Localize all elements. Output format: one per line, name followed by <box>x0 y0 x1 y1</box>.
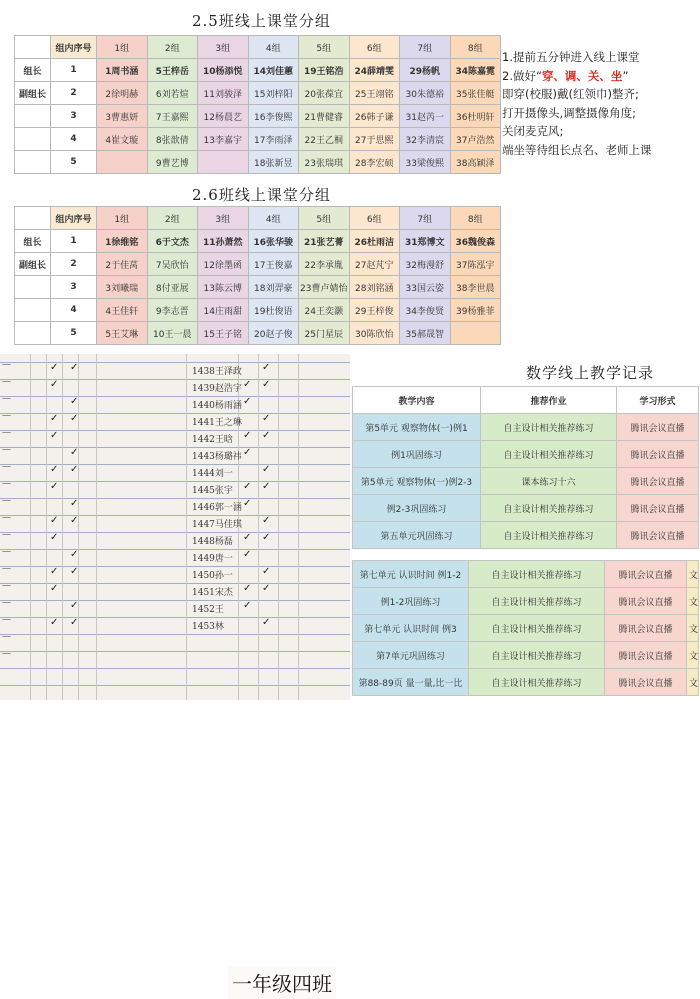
handwritten-name-left: — <box>2 598 11 608</box>
student-name-cell: 4王佳轩 <box>97 299 148 322</box>
student-name-cell <box>450 322 501 345</box>
check-mark: ✓ <box>50 379 59 390</box>
student-name-cell: 31郑博文 <box>400 230 451 253</box>
student-name-cell: 12徐墨函 <box>198 253 249 276</box>
grid-column-line <box>30 354 31 700</box>
student-name-cell <box>97 151 148 174</box>
check-mark: ✓ <box>70 600 79 611</box>
handwritten-entry: 1440杨雨涵 <box>192 401 242 411</box>
check-mark: ✓ <box>50 532 59 543</box>
student-name-cell: 10王一晨 <box>147 322 198 345</box>
student-name-cell: 21曹健睿 <box>299 105 350 128</box>
student-name-cell: 34陈嘉霓 <box>450 59 501 82</box>
record-row <box>353 441 699 468</box>
record-cell: 文 <box>687 588 699 615</box>
group-row <box>15 253 501 276</box>
handwritten-name-left: — <box>2 513 11 523</box>
class-rules-notes <box>502 48 698 159</box>
handwritten-name-left: — <box>2 564 11 574</box>
group-header: 8组 <box>450 36 501 59</box>
student-name-cell: 1周书涵 <box>97 59 148 82</box>
grid-column-line <box>186 354 187 700</box>
check-mark: ✓ <box>70 396 79 407</box>
check-mark: ✓ <box>70 515 79 526</box>
record-cell: 第5单元 观察物体(一)例1 <box>353 414 481 441</box>
record-header-row <box>353 387 699 414</box>
student-name-cell: 30陈欣怡 <box>349 322 400 345</box>
record-cell: 例2-3巩固练习 <box>353 495 481 522</box>
group-header: 6组 <box>349 36 400 59</box>
handwritten-name-left: — <box>2 496 11 506</box>
student-name-cell: 2徐明赫 <box>97 82 148 105</box>
row-seq: 3 <box>51 276 97 299</box>
student-name-cell: 25门星辰 <box>299 322 350 345</box>
student-name-cell: 36魏俊森 <box>450 230 501 253</box>
student-name-cell: 27于思熙 <box>349 128 400 151</box>
record-cell: 例1巩固练习 <box>353 441 481 468</box>
group-row <box>15 299 501 322</box>
student-name-cell: 16张华骏 <box>248 230 299 253</box>
record-header: 学习形式 <box>617 387 699 414</box>
student-name-cell: 39杨雅菲 <box>450 299 501 322</box>
grid-column-line <box>258 354 259 700</box>
student-name-cell: 6刘若煊 <box>147 82 198 105</box>
check-mark: ✓ <box>50 515 59 526</box>
record-cell: 第5单元 观察物体(一)例2-3 <box>353 468 481 495</box>
group-row <box>15 276 501 299</box>
student-name-cell: 2于佳莴 <box>97 253 148 276</box>
record-cell: 自主设计相关推荐练习 <box>469 615 605 642</box>
student-name-cell: 3曹惠妍 <box>97 105 148 128</box>
corner-cell <box>15 36 51 59</box>
check-mark: ✓ <box>50 617 59 628</box>
handwritten-entry: 1449唐一 <box>192 554 233 564</box>
student-name-cell: 27赵芃宁 <box>349 253 400 276</box>
handwritten-name-left: — <box>2 581 11 591</box>
group-header: 5组 <box>299 36 350 59</box>
record-cell: 自主设计相关推荐练习 <box>469 669 605 696</box>
record-table-bottom <box>352 560 699 696</box>
student-name-cell: 36杜明轩 <box>450 105 501 128</box>
student-name-cell: 22李承胤 <box>299 253 350 276</box>
check-mark: ✓ <box>70 566 79 577</box>
record-cell: 腾讯会议直播 <box>617 495 699 522</box>
group-row <box>15 128 501 151</box>
group-header-row <box>15 36 501 59</box>
check-mark: ✓ <box>70 362 79 373</box>
record-header: 推荐作业 <box>481 387 617 414</box>
record-cell: 文 <box>687 615 699 642</box>
note-line-3: 即穿(校服)戴(红领巾)整齐; <box>502 87 639 101</box>
student-name-cell: 17王俊嘉 <box>248 253 299 276</box>
note-line-1: 1.提前五分钟进入线上课堂 <box>502 50 640 64</box>
record-cell: 腾讯会议直播 <box>605 615 687 642</box>
record-cell: 文 <box>687 669 699 696</box>
photo-caption: 一年级四班 <box>228 966 336 999</box>
record-cell: 腾讯会议直播 <box>605 669 687 696</box>
handwritten-name-left: — <box>2 360 11 370</box>
student-name-cell: 5王梓岳 <box>147 59 198 82</box>
student-name-cell: 38李世晨 <box>450 276 501 299</box>
student-name-cell: 23曹卢婧怡 <box>299 276 350 299</box>
note-line-6: 端坐等待组长点名、老师上课 <box>502 142 652 157</box>
note-line-4: 打开摄像头,调整摄像角度; <box>502 105 637 120</box>
student-name-cell: 24薛靖雯 <box>349 59 400 82</box>
check-mark: ✓ <box>243 498 252 509</box>
record-row <box>353 615 699 642</box>
record-cell: 自主设计相关推荐练习 <box>469 561 605 588</box>
check-mark: ✓ <box>262 566 271 577</box>
group-header: 4组 <box>248 207 299 230</box>
student-name-cell: 32李清宸 <box>400 128 451 151</box>
check-mark: ✓ <box>70 498 79 509</box>
record-cell: 腾讯会议直播 <box>617 441 699 468</box>
student-name-cell: 6于文杰 <box>147 230 198 253</box>
handwritten-name-left: — <box>2 547 11 557</box>
check-mark: ✓ <box>243 379 252 390</box>
record-cell: 自主设计相关推荐练习 <box>481 414 617 441</box>
record-row <box>353 522 699 549</box>
class25-title: 2.5班线上课堂分组 <box>192 12 331 30</box>
group-header: 3组 <box>198 207 249 230</box>
student-name-cell: 4崔文璇 <box>97 128 148 151</box>
student-name-cell: 7王嘉熙 <box>147 105 198 128</box>
handwritten-name-left: — <box>2 445 11 455</box>
check-mark: ✓ <box>70 447 79 458</box>
check-mark: ✓ <box>262 464 271 475</box>
handwritten-entry: 1438王泽政 <box>192 367 242 377</box>
handwritten-entry: 1443杨璐祎 <box>192 452 242 462</box>
record-cell: 腾讯会议直播 <box>617 414 699 441</box>
record-cell: 自主设计相关推荐练习 <box>481 495 617 522</box>
check-mark: ✓ <box>50 430 59 441</box>
handwritten-name-left: — <box>2 462 11 472</box>
student-name-cell: 23张瑞琪 <box>299 151 350 174</box>
student-name-cell: 10杨添悦 <box>198 59 249 82</box>
student-name-cell: 13陈云博 <box>198 276 249 299</box>
handwritten-name-left: — <box>2 479 11 489</box>
check-mark: ✓ <box>50 566 59 577</box>
student-name-cell: 35张佳艇 <box>450 82 501 105</box>
note-line-5: 关闭麦克风; <box>502 124 564 138</box>
student-name-cell: 5王艾琳 <box>97 322 148 345</box>
group-row <box>15 322 501 345</box>
seq-header: 组内序号 <box>51 207 97 230</box>
group-header: 1组 <box>97 207 148 230</box>
handwritten-entry: 1452王 <box>192 605 224 615</box>
student-name-cell <box>198 151 249 174</box>
student-name-cell: 14刘佳蕙 <box>248 59 299 82</box>
student-name-cell: 25王翊铭 <box>349 82 400 105</box>
record-cell: 腾讯会议直播 <box>605 642 687 669</box>
record-cell: 课本练习十六 <box>481 468 617 495</box>
check-mark: ✓ <box>70 413 79 424</box>
group-row <box>15 230 501 253</box>
record-table-top <box>352 386 699 549</box>
student-name-cell: 18刘羿豪 <box>248 276 299 299</box>
handwritten-name-left: — <box>2 530 11 540</box>
record-cell: 第7单元巩固练习 <box>353 642 469 669</box>
record-row <box>353 495 699 522</box>
handwritten-name-left: — <box>2 632 11 642</box>
check-mark: ✓ <box>70 549 79 560</box>
check-mark: ✓ <box>262 481 271 492</box>
student-name-cell: 8付亚展 <box>147 276 198 299</box>
handwritten-name-left: — <box>2 377 11 387</box>
handwritten-entry: 1441王之琳 <box>192 418 242 428</box>
record-row <box>353 561 699 588</box>
student-name-cell: 31赵芮一 <box>400 105 451 128</box>
row-seq: 5 <box>51 151 97 174</box>
group-row <box>15 105 501 128</box>
class26-title: 2.6班线上课堂分组 <box>192 186 331 204</box>
group-header: 7组 <box>400 207 451 230</box>
record-cell: 腾讯会议直播 <box>605 561 687 588</box>
group-header: 3组 <box>198 36 249 59</box>
check-mark: ✓ <box>262 617 271 628</box>
grid-column-line <box>62 354 63 700</box>
handwritten-entry: 1447马佳琪 <box>192 520 242 530</box>
student-name-cell: 7吴欣怡 <box>147 253 198 276</box>
group-header: 7组 <box>400 36 451 59</box>
row-seq: 4 <box>51 299 97 322</box>
student-name-cell: 8张歆倩 <box>147 128 198 151</box>
row-role-label <box>15 128 51 151</box>
student-name-cell: 18张新昱 <box>248 151 299 174</box>
handwritten-entry: 1450孙一 <box>192 571 233 581</box>
group-row <box>15 82 501 105</box>
group-header: 1组 <box>97 36 148 59</box>
student-name-cell: 33国云姿 <box>400 276 451 299</box>
handwritten-entry: 1445张宇 <box>192 486 233 496</box>
handwritten-name-left: — <box>2 428 11 438</box>
student-name-cell: 26韩子谦 <box>349 105 400 128</box>
row-role-label: 副组长 <box>15 253 51 276</box>
group-header: 2组 <box>147 36 198 59</box>
student-name-cell: 34李俊贤 <box>400 299 451 322</box>
record-row <box>353 468 699 495</box>
student-name-cell: 17李雨泽 <box>248 128 299 151</box>
grid-column-line <box>96 354 97 700</box>
record-cell: 文 <box>687 561 699 588</box>
check-mark: ✓ <box>262 515 271 526</box>
grid-column-line <box>278 354 279 700</box>
student-name-cell: 37陈泓宇 <box>450 253 501 276</box>
student-name-cell: 12杨晨艺 <box>198 105 249 128</box>
group-header: 2组 <box>147 207 198 230</box>
check-mark: ✓ <box>70 464 79 475</box>
record-header: 教学内容 <box>353 387 481 414</box>
student-name-cell: 14庄雨甜 <box>198 299 249 322</box>
row-seq: 2 <box>51 82 97 105</box>
student-name-cell: 26杜雨洁 <box>349 230 400 253</box>
row-seq: 5 <box>51 322 97 345</box>
student-name-cell: 22王乙桐 <box>299 128 350 151</box>
check-mark: ✓ <box>262 430 271 441</box>
record-cell: 第七单元 认识时间 例1-2 <box>353 561 469 588</box>
handwritten-name-left: — <box>2 615 11 625</box>
group-header: 8组 <box>450 207 501 230</box>
record-cell: 腾讯会议直播 <box>605 588 687 615</box>
row-role-label <box>15 276 51 299</box>
student-name-cell: 24王奕灏 <box>299 299 350 322</box>
record-cell: 自主设计相关推荐练习 <box>469 642 605 669</box>
check-mark: ✓ <box>243 532 252 543</box>
student-name-cell: 19王铭浩 <box>299 59 350 82</box>
row-seq: 3 <box>51 105 97 128</box>
check-mark: ✓ <box>50 362 59 373</box>
record-cell: 例1-2巩固练习 <box>353 588 469 615</box>
handwritten-name-left: — <box>2 649 11 659</box>
student-name-cell: 29王梓俊 <box>349 299 400 322</box>
student-name-cell: 9李志晋 <box>147 299 198 322</box>
check-mark: ✓ <box>262 362 271 373</box>
student-name-cell: 20赵子俊 <box>248 322 299 345</box>
student-name-cell: 11刘骏泽 <box>198 82 249 105</box>
check-mark: ✓ <box>243 481 252 492</box>
record-row <box>353 414 699 441</box>
check-mark: ✓ <box>262 379 271 390</box>
record-cell: 腾讯会议直播 <box>617 522 699 549</box>
group-row <box>15 151 501 174</box>
row-role-label: 组长 <box>15 230 51 253</box>
check-mark: ✓ <box>262 532 271 543</box>
row-role-label: 组长 <box>15 59 51 82</box>
student-name-cell: 37卢浩然 <box>450 128 501 151</box>
check-mark: ✓ <box>70 617 79 628</box>
record-row <box>353 588 699 615</box>
record-row <box>353 642 699 669</box>
handwritten-entry: 1444刘一 <box>192 469 233 479</box>
check-mark: ✓ <box>50 481 59 492</box>
student-name-cell: 28李宏硕 <box>349 151 400 174</box>
row-seq: 2 <box>51 253 97 276</box>
student-name-cell: 15王子铭 <box>198 322 249 345</box>
check-mark: ✓ <box>243 396 252 407</box>
handwritten-entry: 1446郭一涵 <box>192 503 242 513</box>
student-name-cell: 32梅漫舒 <box>400 253 451 276</box>
student-name-cell: 33梁俊熙 <box>400 151 451 174</box>
student-name-cell: 30朱德裕 <box>400 82 451 105</box>
row-seq: 1 <box>51 59 97 82</box>
group-header: 4组 <box>248 36 299 59</box>
row-role-label <box>15 105 51 128</box>
row-role-label <box>15 151 51 174</box>
handwritten-entry: 1451宋杰 <box>192 588 233 598</box>
row-seq: 4 <box>51 128 97 151</box>
group-row <box>15 59 501 82</box>
record-row <box>353 669 699 696</box>
student-name-cell: 13李嘉宇 <box>198 128 249 151</box>
row-role-label <box>15 322 51 345</box>
student-name-cell: 1徐维铭 <box>97 230 148 253</box>
student-name-cell: 3刘曦瑞 <box>97 276 148 299</box>
check-mark: ✓ <box>50 464 59 475</box>
student-name-cell: 21张艺菁 <box>299 230 350 253</box>
record-cell: 腾讯会议直播 <box>617 468 699 495</box>
class26-group-table <box>14 206 501 345</box>
note-line-2: 2.做好“穿、调、关、坐” <box>502 68 629 83</box>
handwritten-name-left: — <box>2 394 11 404</box>
record-title: 数学线上教学记录 <box>526 364 655 382</box>
student-name-cell: 11孙萧然 <box>198 230 249 253</box>
handwritten-entry: 1448杨磊 <box>192 537 233 547</box>
check-mark: ✓ <box>262 583 271 594</box>
student-name-cell: 29杨帆 <box>400 59 451 82</box>
student-name-cell: 16李俊熙 <box>248 105 299 128</box>
student-name-cell: 35郝晟智 <box>400 322 451 345</box>
group-header: 5组 <box>299 207 350 230</box>
record-cell: 第七单元 认识时间 例3 <box>353 615 469 642</box>
check-mark: ✓ <box>243 447 252 458</box>
check-mark: ✓ <box>243 430 252 441</box>
student-name-cell: 20张葆宜 <box>299 82 350 105</box>
record-cell: 第五单元巩固练习 <box>353 522 481 549</box>
check-mark: ✓ <box>262 413 271 424</box>
row-role-label <box>15 299 51 322</box>
row-role-label: 副组长 <box>15 82 51 105</box>
student-name-cell: 38高颖泽 <box>450 151 501 174</box>
check-mark: ✓ <box>243 600 252 611</box>
record-cell: 第88-89页 量一量,比一比 <box>353 669 469 696</box>
check-mark: ✓ <box>50 583 59 594</box>
student-name-cell: 9曹艺博 <box>147 151 198 174</box>
group-header-row <box>15 207 501 230</box>
check-mark: ✓ <box>243 583 252 594</box>
handwritten-name-left: — <box>2 411 11 421</box>
student-name-cell: 28刘铭涵 <box>349 276 400 299</box>
row-seq: 1 <box>51 230 97 253</box>
handwritten-entry: 1442王晗 <box>192 435 233 445</box>
check-mark: ✓ <box>50 413 59 424</box>
student-name-cell: 15刘梓阳 <box>248 82 299 105</box>
grid-column-line <box>298 354 299 700</box>
record-cell: 自主设计相关推荐练习 <box>469 588 605 615</box>
record-cell: 自主设计相关推荐练习 <box>481 522 617 549</box>
seq-header: 组内序号 <box>51 36 97 59</box>
handwritten-entry: 1439赵浩宇 <box>192 384 242 394</box>
class25-group-table <box>14 35 501 174</box>
grid-column-line <box>46 354 47 700</box>
check-mark: ✓ <box>243 549 252 560</box>
corner-cell <box>15 207 51 230</box>
note-keywords: 穿、调、关、坐 <box>541 68 623 83</box>
group-header: 6组 <box>349 207 400 230</box>
record-cell: 文 <box>687 642 699 669</box>
attendance-sheet-photo <box>0 354 350 996</box>
record-cell: 自主设计相关推荐练习 <box>481 441 617 468</box>
student-name-cell: 19杜俊语 <box>248 299 299 322</box>
handwritten-entry: 1453林 <box>192 622 224 632</box>
